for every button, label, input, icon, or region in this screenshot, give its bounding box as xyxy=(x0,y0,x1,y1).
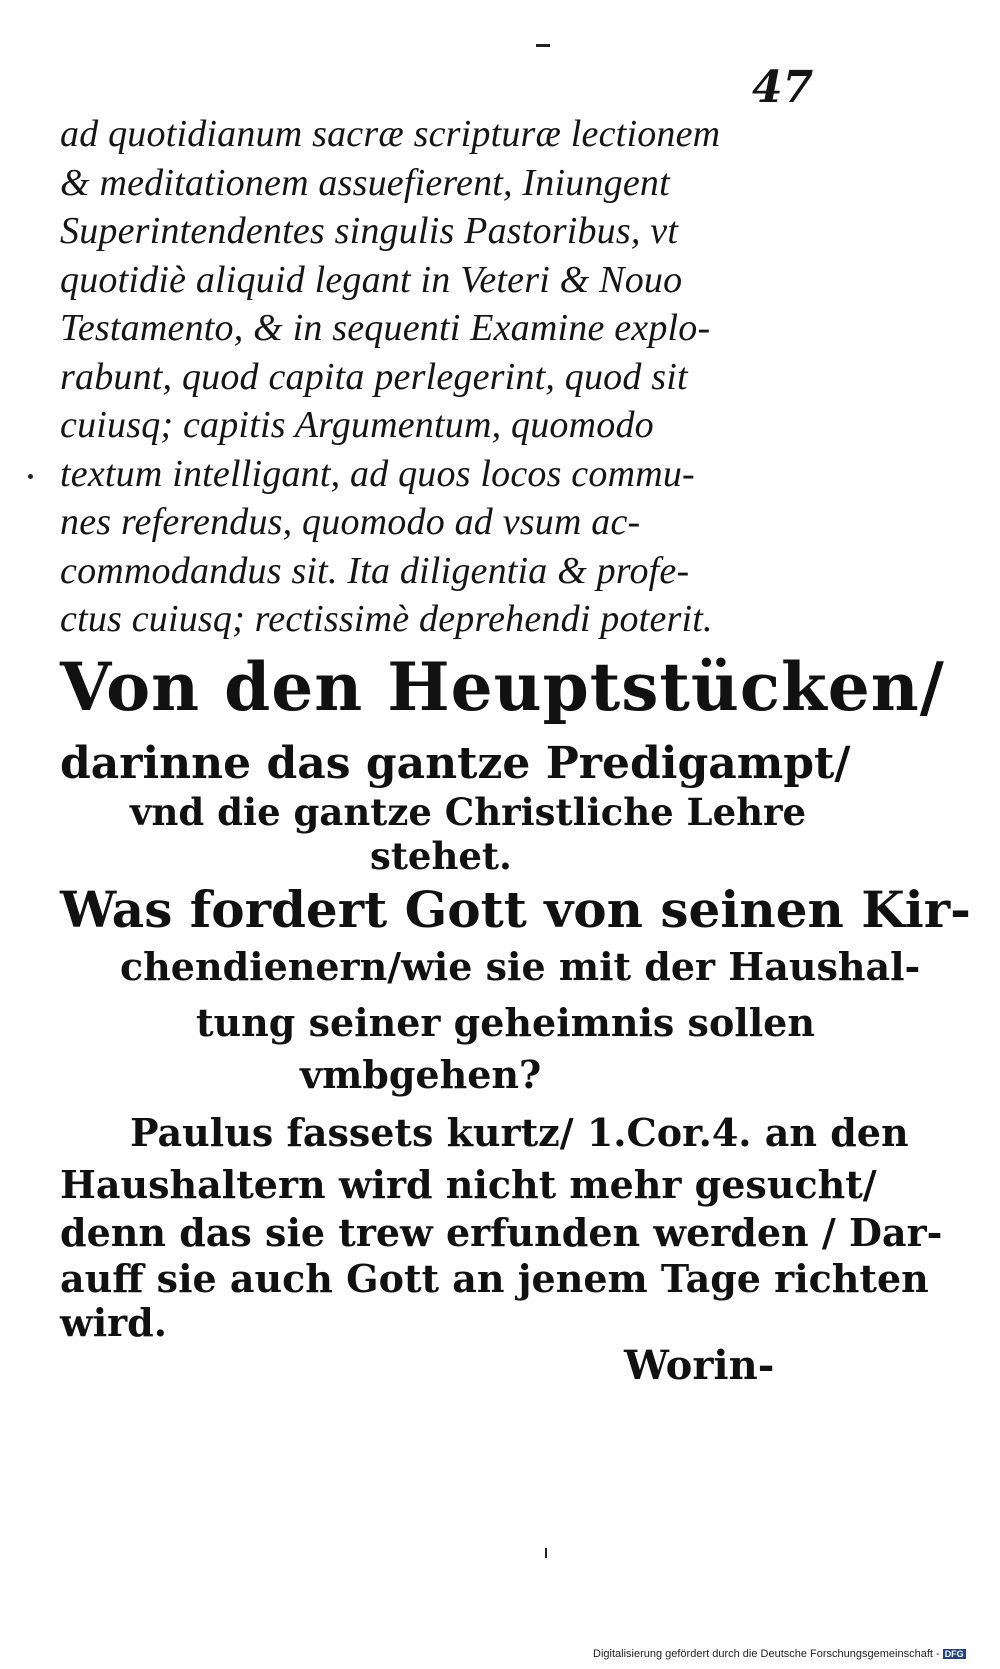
latin-paragraph xyxy=(60,110,840,644)
answer-line: auff sie auch Gott an jenem Tage richten xyxy=(60,1256,929,1301)
text-line: nes referendus, quomodo ad vsum ac- xyxy=(60,501,641,543)
section-heading-line: stehet. xyxy=(370,834,512,878)
question-line: vmbgehen? xyxy=(300,1052,542,1097)
ink-speck xyxy=(536,44,550,47)
text-line: ctus cuiusq; rectissimè deprehendi poterit. xyxy=(60,598,713,640)
text-line: cuiusq; capitis Argumentum, quomodo xyxy=(60,404,654,446)
section-heading-line: vnd die gantze Christliche Lehre xyxy=(130,790,807,834)
question-line: chendienern/wie sie mit der Haushal- xyxy=(120,944,921,989)
text-line: Superintendentes singulis Pastoribus, vt xyxy=(60,210,679,252)
dfg-logo: DFG xyxy=(944,1649,964,1660)
page-number: 47 xyxy=(752,62,814,113)
section-heading-line: darinne das gantze Predigampt/ xyxy=(60,738,851,789)
answer-line: Haushaltern wird nicht mehr gesucht/ xyxy=(60,1162,877,1207)
answer-line: wird. xyxy=(60,1300,167,1345)
text-line: & meditationem assuefierent, Iniungent xyxy=(60,161,670,204)
text-line: textum intelligant, ad quos locos commu- xyxy=(60,452,695,495)
answer-line: denn das sie trew erfunden werden / Dar- xyxy=(60,1210,943,1255)
catchword: Worin- xyxy=(624,1342,775,1389)
ink-speck xyxy=(545,1548,547,1558)
text-line: rabunt, quod capita perlegerint, quod sit xyxy=(60,355,688,398)
question-line: Was fordert Gott von seinen Kir- xyxy=(60,880,971,939)
text-line: quotidiè aliquid legant in Veteri & Nouo xyxy=(60,258,683,301)
digitization-credit xyxy=(593,1648,966,1660)
text-line: ad quotidianum sacræ scripturæ lectionem xyxy=(60,113,721,155)
answer-line: Paulus fassets kurtz/ 1.Cor.4. an den xyxy=(130,1110,909,1155)
text-line: Testamento, & in sequenti Examine explo- xyxy=(60,307,711,349)
question-line: tung seiner geheimnis sollen xyxy=(196,1000,815,1045)
credit-text: Digitalisierung gefördert durch die Deutsche Forschungsgemeinschaft - xyxy=(593,1648,940,1660)
text-line: commodandus sit. Ita diligentia & profe- xyxy=(60,549,690,592)
ink-speck xyxy=(28,474,33,479)
section-heading: Von den Heuptstücken/ xyxy=(60,648,945,726)
